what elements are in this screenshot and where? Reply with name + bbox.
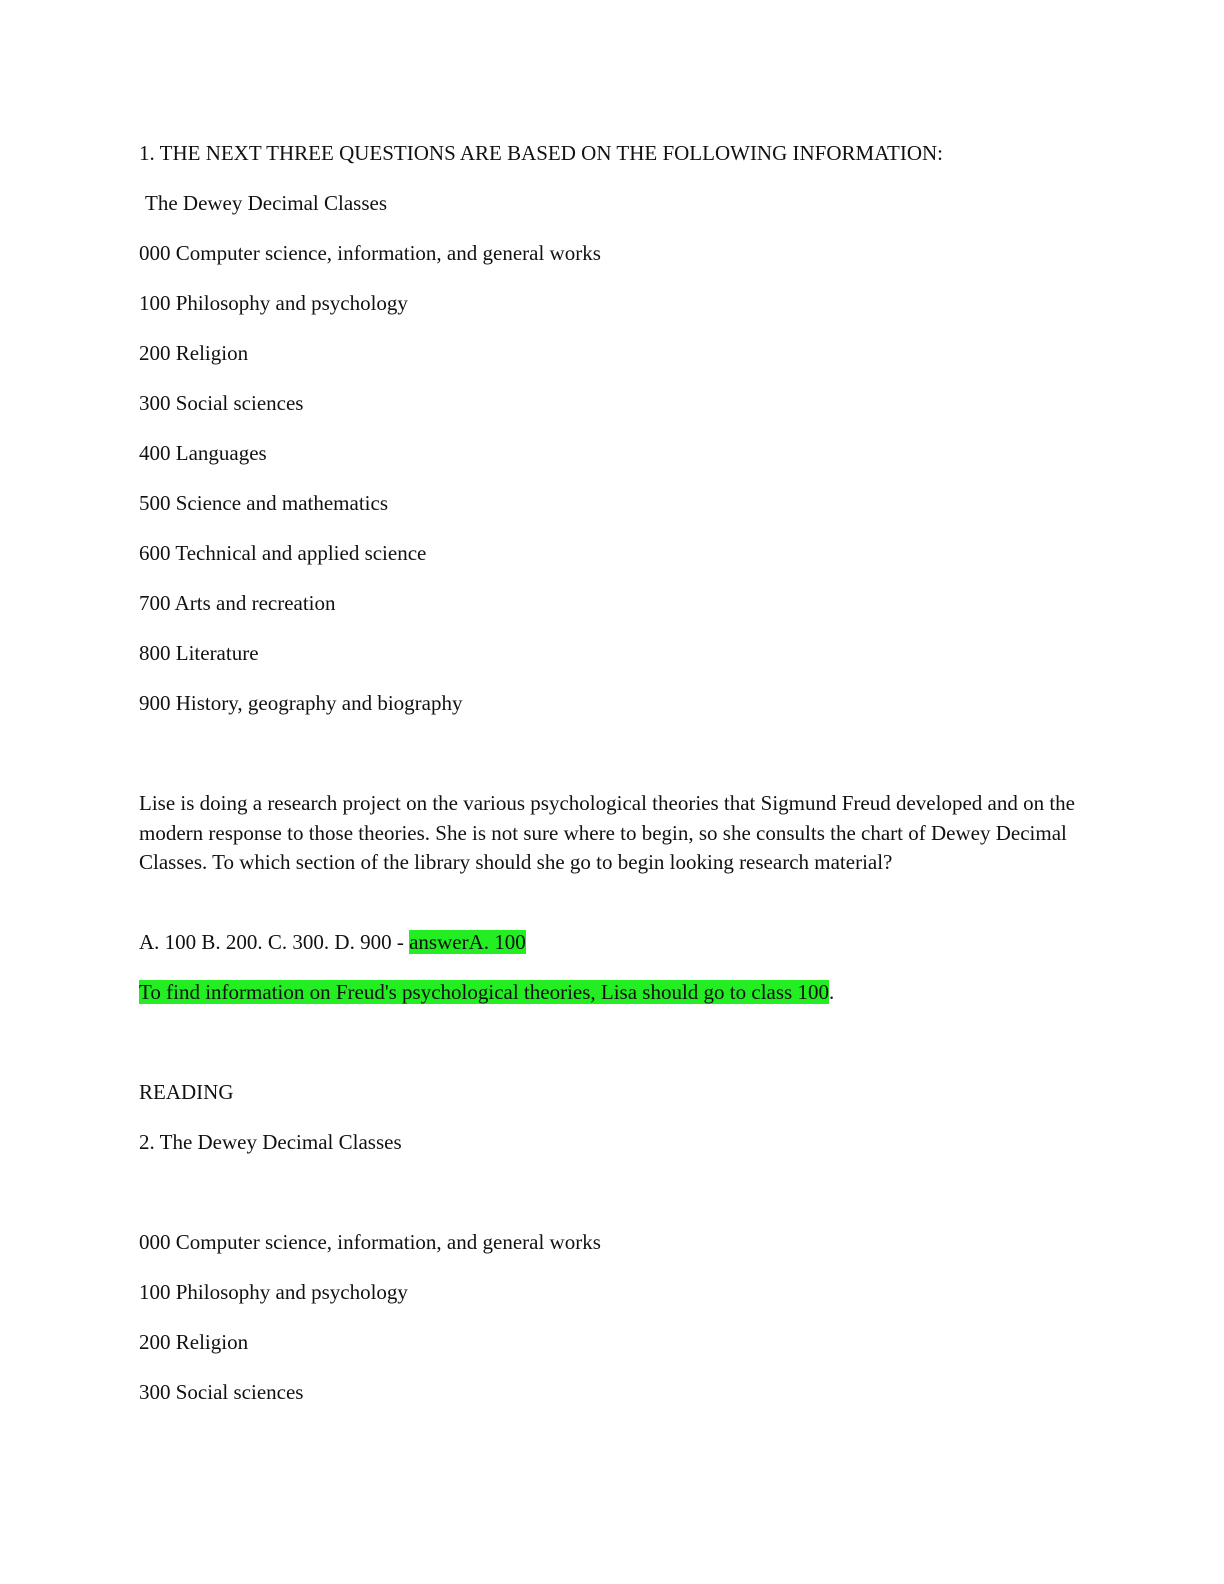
dewey-class-500: 500 Science and mathematics (139, 491, 388, 515)
question-1-prompt: Lise is doing a research project on the various psychological theories that Sigmund Freud developed and on the modern response to those theories. She is not sure where to begin, so she consults the chart of Dewey Decimal Classes. To which section of the library should she go to begin looking research material? (139, 791, 1076, 874)
dewey-class-100: 100 Philosophy and psychology (139, 291, 408, 315)
question-1-answer: answerA. 100 (409, 930, 526, 954)
reading-class-100: 100 Philosophy and psychology (139, 1280, 408, 1304)
question-1-explanation-line (139, 978, 834, 1006)
dewey-class-000: 000 Computer science, information, and general works (139, 241, 601, 265)
dewey-table-title: The Dewey Decimal Classes (145, 191, 388, 215)
reading-heading: 2. The Dewey Decimal Classes (139, 1130, 402, 1154)
question-1-explanation: To find information on Freud's psychological theories, Lisa should go to class 100 (139, 980, 829, 1004)
dewey-class-900: 900 History, geography and biography (139, 691, 463, 715)
reading-class-200: 200 Religion (139, 1330, 249, 1354)
dewey-class-400: 400 Languages (139, 441, 267, 465)
dewey-class-600: 600 Technical and applied science (139, 541, 427, 565)
dewey-class-300: 300 Social sciences (139, 391, 304, 415)
dewey-class-800: 800 Literature (139, 641, 259, 665)
dewey-class-200: 200 Religion (139, 341, 249, 365)
question-1-explanation-period: . (828, 980, 835, 1004)
reading-class-000: 000 Computer science, information, and general works (139, 1230, 601, 1254)
reading-label: READING (139, 1080, 234, 1104)
question-1-options-line (139, 928, 526, 956)
question-1-options: A. 100 B. 200. C. 300. D. 900 - (139, 930, 404, 954)
dewey-class-700: 700 Arts and recreation (139, 591, 336, 615)
reading-class-300: 300 Social sciences (139, 1380, 304, 1404)
question-1-heading: 1. THE NEXT THREE QUESTIONS ARE BASED ON THE FOLLOWING INFORMATION: (139, 141, 944, 165)
